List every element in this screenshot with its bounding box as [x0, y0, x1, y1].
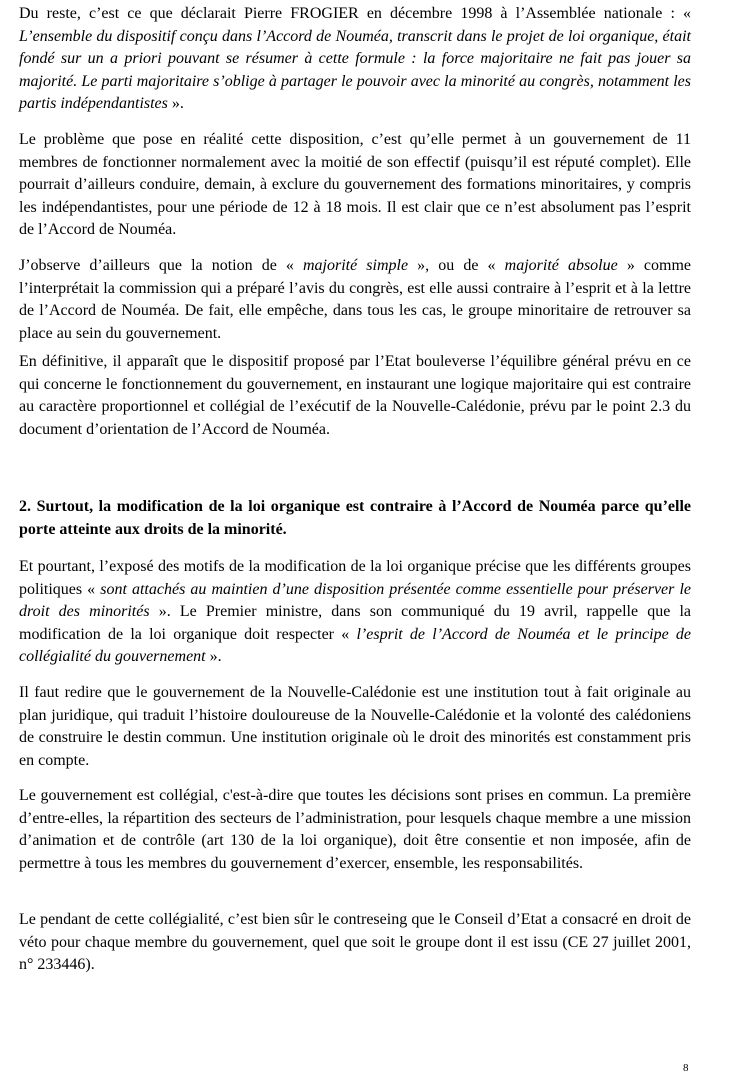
page-number: 8 [683, 1062, 689, 1074]
text-run: J’observe d’ailleurs que la notion de « [19, 257, 303, 274]
heading-text: 2. Surtout, la modification de la loi organique est contraire à l’Accord de Nouméa parce qu’elle porte atteinte aux droits de la minorité. [19, 498, 691, 538]
paragraph-contreseing [19, 909, 691, 977]
text-run: Il faut redire que le gouvernement de la Nouvelle-Calédonie est une institution tout à fait originale au plan juridique, qui traduit l’histoire douloureuse de la Nouvelle-Calédonie et la volonté des calédoniens de construire le destin commun. Une institution originale où le droit des minorités est constamment pris en compte. [19, 684, 691, 769]
text-run: Et pourtant, l’exposé des motifs de la modification de la loi organique précise que les différents groupes politiques « [19, 558, 691, 598]
text-run: ». [167, 95, 184, 113]
italic-quote: L’ensemble du dispositif conçu dans l’Accord de Nouméa, transcrit dans le projet de loi organique, était fondé sur un a priori pouvant se résumer à cette formule : la force majoritaire ne fait pas jouer sa majorité. Le parti majoritaire s’oblige à partager le pouvoir avec la minorité au congrès, notamment les partis indépendantistes [19, 27, 691, 113]
italic-quote: l’esprit de l’Accord de Nouméa et le principe de collégialité du gouvernement [19, 625, 691, 666]
italic-term: majorité absolue [504, 257, 618, 274]
italic-quote: sont attachés au maintien d’une disposition présentée comme essentielle pour préserver le droit des minorités [19, 580, 691, 621]
text-run: Le problème que pose en réalité cette disposition, c’est qu’elle permet à un gouvernement de 11 membres de fonctionner normalement avec la moitié de son effectif (puisqu’il est réputé complet). Elle pourrait d’ailleurs conduire, demain, à exclure du gouvernement des formations minoritaires, y compris les indépendantistes, pour une période de 12 à 18 mois. Il est clair que ce n’est absolument pas l’esprit de l’Accord de Nouméa. [19, 131, 691, 239]
paragraph-probleme-disposition [19, 129, 691, 242]
paragraph-notion-majorite [19, 255, 691, 345]
text-run: », ou de « [408, 257, 505, 274]
paragraph-gouvernement-collegial [19, 785, 691, 875]
paragraph-expose-motifs [19, 556, 691, 669]
text-run: ». [205, 648, 222, 666]
text-run: » comme l’interprétait la commission qui a préparé l’avis du congrès, est elle aussi contraire à l’esprit et à la lettre de l’Accord de Nouméa. De fait, elle empêche, dans tous les cas, le groupe minoritaire de retrouver sa place au sein du gouvernement. [19, 257, 692, 342]
text-run: ». Le Premier ministre, dans son communiqué du 19 avril, rappelle que la modification de la loi organique doit respecter « [19, 603, 692, 643]
paragraph-institution-originale [19, 682, 691, 772]
paragraph-en-definitive [19, 351, 691, 441]
text-run: Le pendant de cette collégialité, c’est bien sûr le contreseing que le Conseil d’Etat a consacré en droit de véto pour chaque membre du gouvernement, quel que soit le groupe dont il est issu (CE 27 juillet 2001, n° 233446). [19, 911, 691, 974]
text-run: En définitive, il apparaît que le dispositif proposé par l’Etat bouleverse l’équilibre général prévu en ce qui concerne le fonctionnement du gouvernement, en instaurant une logique majoritaire qui est contraire au caractère proportionnel et collégial de l’exécutif de la Nouvelle-Calédonie, prévu par le point 2.3 du document d’orientation de l’Accord de Nouméa. [19, 353, 691, 438]
paragraph-frogier-quote [19, 3, 691, 116]
section-heading-2 [19, 496, 691, 541]
italic-term: majorité simple [303, 257, 409, 274]
text-run: Le gouvernement est collégial, c'est-à-dire que toutes les décisions sont prises en commun. La première d’entre-elles, la répartition des secteurs de l’administration, pour lesquels chaque membre a une mission d’animation et de contrôle (art 130 de la loi organique), doit être consentie et non imposée, afin de permettre à tous les membres du gouvernement d’exercer, ensemble, les responsabilités. [19, 787, 691, 872]
text-run: Du reste, c’est ce que déclarait Pierre FROGIER en décembre 1998 à l’Assemblée nationale : « [19, 5, 691, 22]
